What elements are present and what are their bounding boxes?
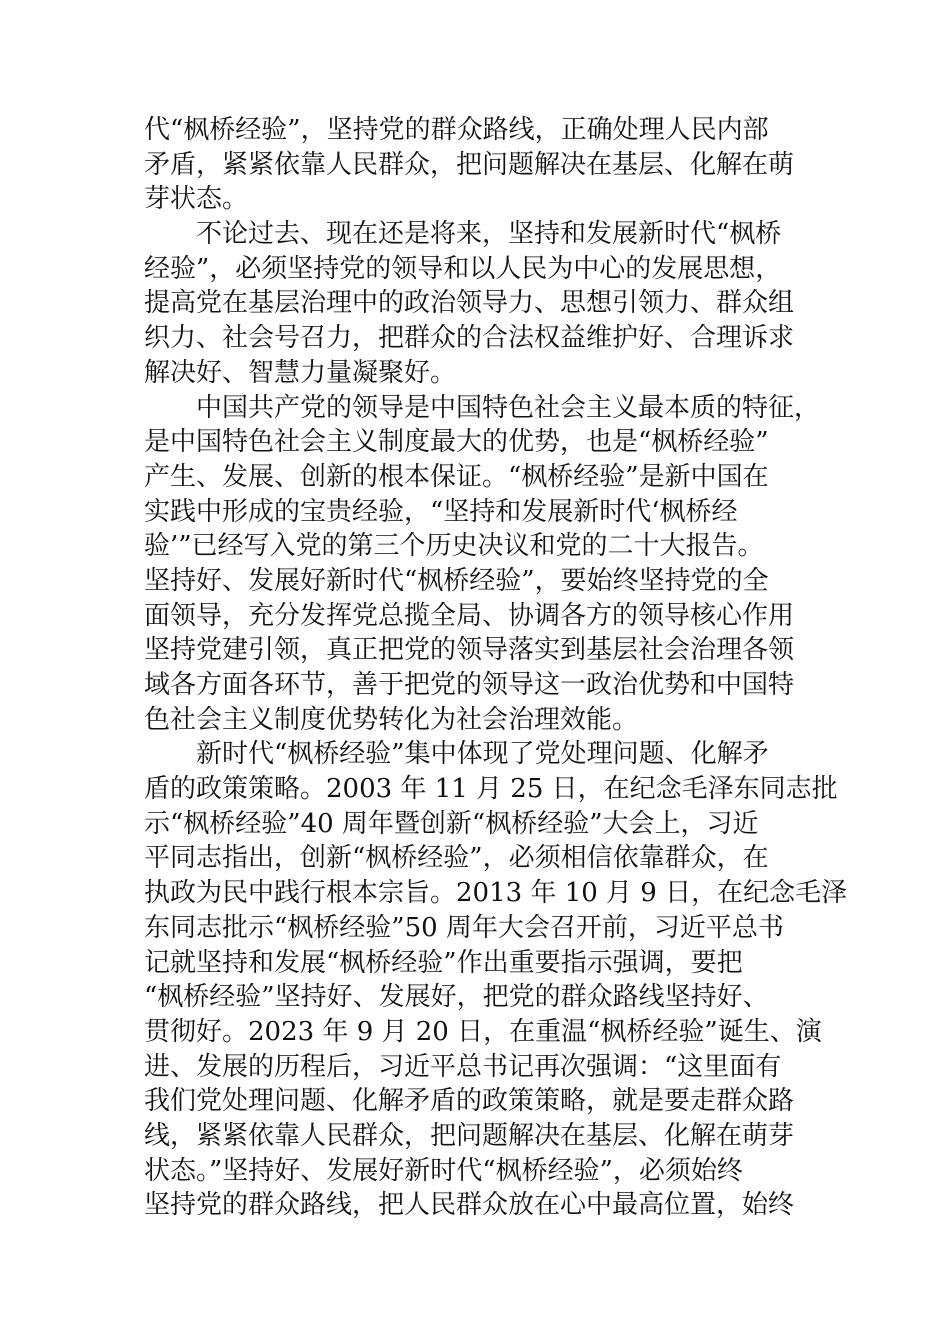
text-line: 状态。”坚持好、发展好新时代“枫桥经验”，必须始终 (144, 1155, 743, 1186)
text-line: 产生、发展、创新的根本保证。“枫桥经验”是新中国在 (144, 461, 769, 492)
text-line: 色社会主义制度优势转化为社会治理效能。 (144, 704, 639, 735)
text-line: 坚持党的群众路线，把人民群众放在心中最高位置，始终 (144, 1190, 795, 1221)
text-line: 芽状态。 (144, 184, 249, 215)
text-line: 盾的政策策略。2003 年 11 月 25 日，在纪念毛泽东同志批 (144, 774, 838, 805)
text-line: 不论过去、现在还是将来，坚持和发展新时代“枫桥 (144, 219, 782, 250)
text-line: 中国共产党的领导是中国特色社会主义最本质的特征， (144, 392, 821, 423)
text-line: 进、发展的历程后，习近平总书记再次强调：“这里面有 (144, 1051, 782, 1082)
text-line: 是中国特色社会主义制度最大的优势，也是“枫桥经验” (144, 427, 769, 458)
text-line: 坚持党建引领，真正把党的领导落实到基层社会治理各领 (144, 635, 795, 666)
text-line: 织力、社会号召力，把群众的合法权益维护好、合理诉求 (144, 323, 795, 354)
text-line: 面领导，充分发挥党总揽全局、协调各方的领导核心作用 (144, 600, 795, 631)
text-line: 东同志批示“枫桥经验”50 周年大会召开前，习近平总书 (144, 912, 784, 943)
text-line: 代“枫桥经验”，坚持党的群众路线，正确处理人民内部 (144, 115, 769, 145)
text-line: 记就坚持和发展“枫桥经验”作出重要指示强调，要把 (144, 947, 743, 978)
text-line: 新时代“枫桥经验”集中体现了党处理问题、化解矛 (144, 739, 769, 770)
text-line: 平同志指出，创新“枫桥经验”，必须相信依靠群众，在 (144, 843, 769, 874)
body-text (144, 113, 848, 1223)
text-line: 线，紧紧依靠人民群众，把问题解决在基层、化解在萌芽 (144, 1120, 795, 1151)
text-line: 矛盾，紧紧依靠人民群众，把问题解决在基层、化解在萌 (144, 149, 795, 180)
text-line: 执政为民中践行根本宗旨。2013 年 10 月 9 日，在纪念毛泽 (144, 878, 848, 909)
text-line: 坚持好、发展好新时代“枫桥经验”，要始终坚持党的全 (144, 565, 769, 596)
text-line: “枫桥经验”坚持好、发展好，把党的群众路线坚持好、 (144, 982, 769, 1013)
text-line: 提高党在基层治理中的政治领导力、思想引领力、群众组 (144, 288, 795, 319)
text-line: 示“枫桥经验”40 周年暨创新“枫桥经验”大会上，习近 (144, 808, 759, 839)
text-line: 我们党处理问题、化解矛盾的政策策略，就是要走群众路 (144, 1086, 795, 1117)
text-line: 经验”，必须坚持党的领导和以人民为中心的发展思想， (144, 253, 782, 284)
text-line: 验’”已经写入党的第三个历史决议和党的二十大报告。 (144, 531, 764, 562)
text-line: 解决好、智慧力量凝聚好。 (144, 357, 457, 388)
text-line: 实践中形成的宝贵经验，“坚持和发展新时代‘枫桥经 (144, 496, 738, 527)
text-line: 贯彻好。2023 年 9 月 20 日，在重温“枫桥经验”诞生、演 (144, 1016, 822, 1047)
text-line: 域各方面各环节，善于把党的领导这一政治优势和中国特 (144, 670, 795, 700)
